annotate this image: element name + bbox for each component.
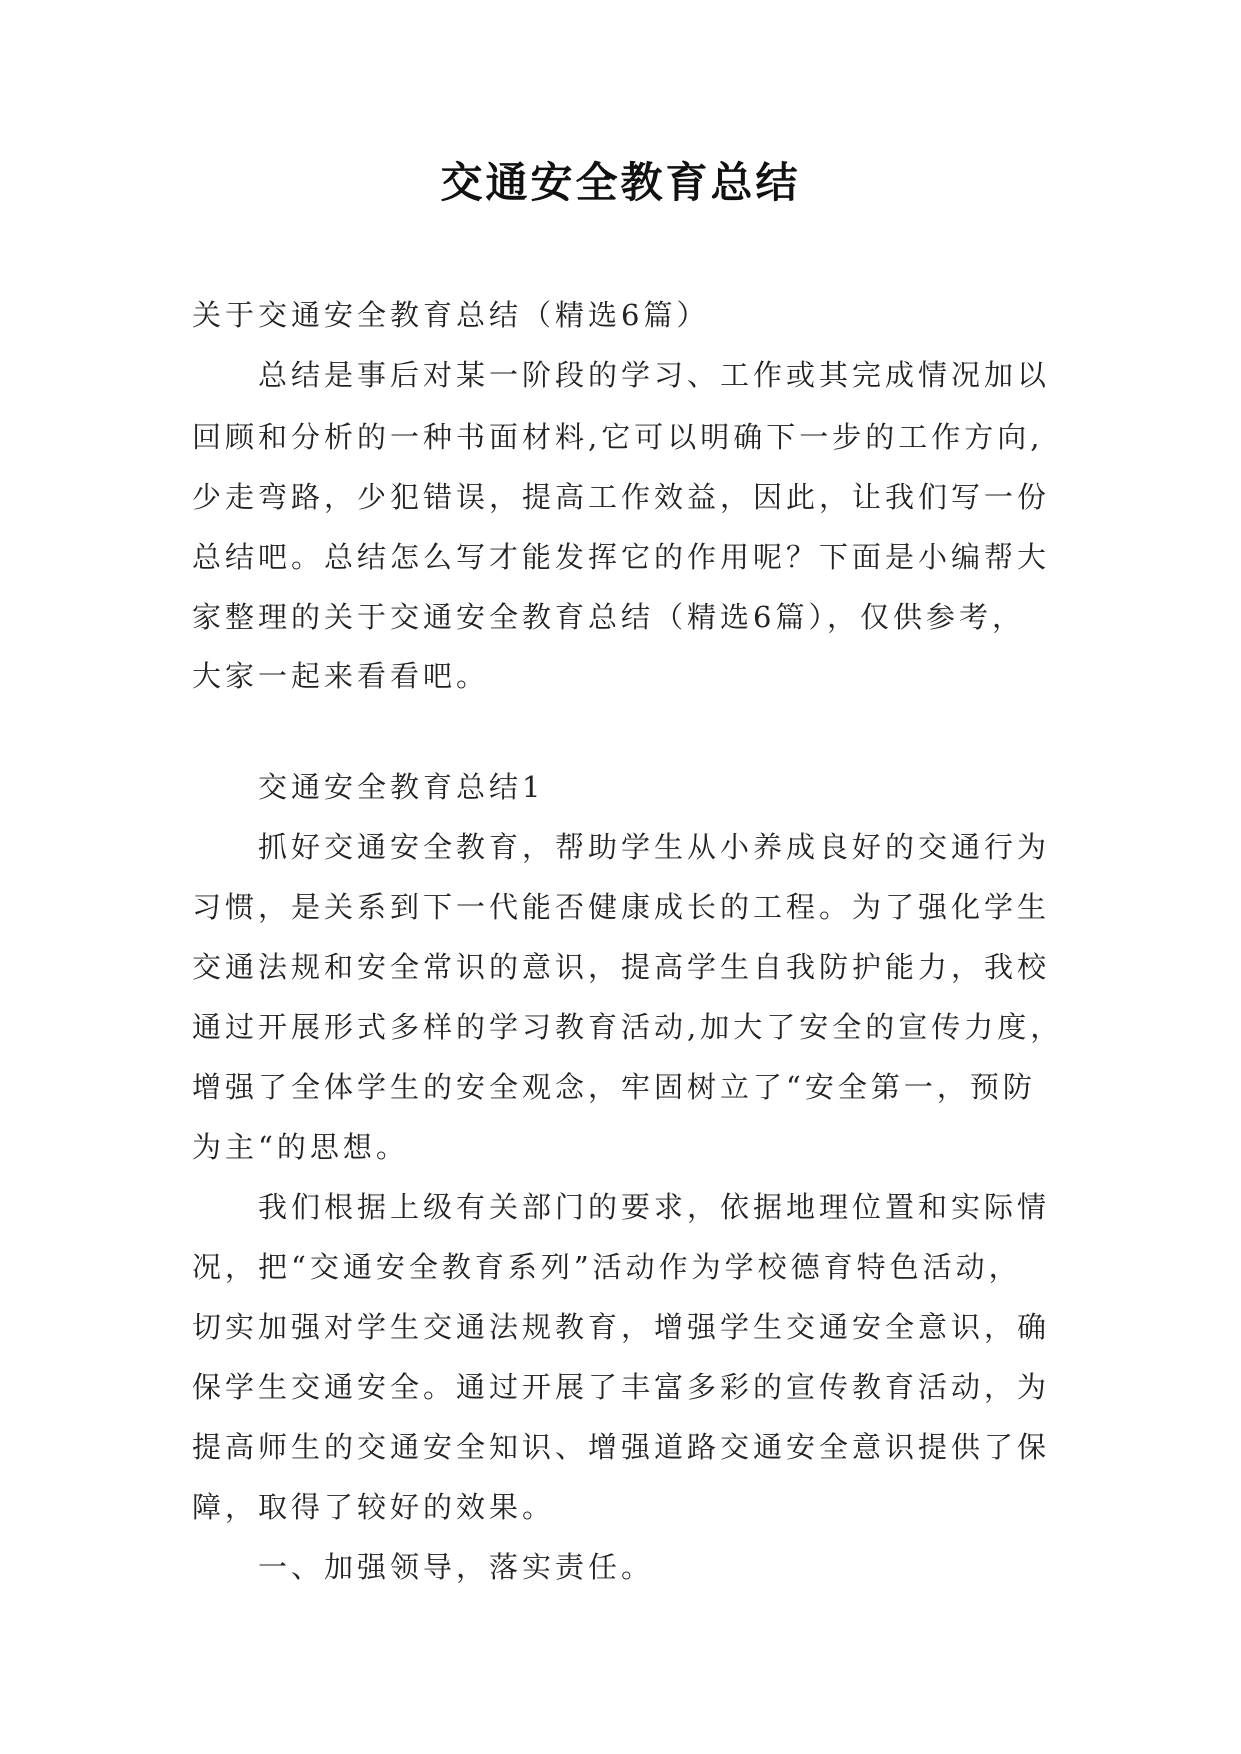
- paragraph-line: 交通法规和安全常识的意识，提高学生自我防护能力，我校: [192, 950, 1051, 984]
- paragraph-line: 况，把“交通安全教育系列”活动作为学校德育特色活动，: [192, 1250, 1022, 1284]
- paragraph-line: 家整理的关于交通安全教育总结（精选6篇），仅供参考，: [192, 600, 1025, 634]
- paragraph-line: 回顾和分析的一种书面材料,它可以明确下一步的工作方向,: [192, 420, 1044, 454]
- document-title: 交通安全教育总结: [440, 158, 801, 207]
- paragraph-line: 提高师生的交通安全知识、增强道路交通安全意识提供了保: [192, 1430, 1051, 1464]
- paragraph-line: 通过开展形式多样的学习教育活动,加大了安全的宣传力度，: [192, 1010, 1064, 1044]
- paragraph-line: 总结吧。总结怎么写才能发挥它的作用呢？下面是小编帮大: [192, 540, 1051, 574]
- paragraph-line: 切实加强对学生交通法规教育，增强学生交通安全意识，确: [192, 1310, 1051, 1344]
- paragraph-line: 为主“的思想。: [192, 1130, 409, 1164]
- paragraph-line: 增强了全体学生的安全观念，牢固树立了“安全第一，预防: [192, 1070, 1036, 1104]
- paragraph-line: 我们根据上级有关部门的要求，依据地理位置和实际情: [258, 1190, 1051, 1224]
- paragraph-line: 习惯，是关系到下一代能否健康成长的工程。为了强化学生: [192, 890, 1051, 924]
- document-subtitle: 关于交通安全教育总结（精选6篇）: [192, 298, 710, 332]
- paragraph-line: 总结是事后对某一阶段的学习、工作或其完成情况加以: [258, 358, 1051, 392]
- paragraph-line: 保学生交通安全。通过开展了丰富多彩的宣传教育活动，为: [192, 1370, 1051, 1404]
- subheading: 一、加强领导，落实责任。: [258, 1550, 655, 1584]
- paragraph-line: 少走弯路，少犯错误，提高工作效益，因此，让我们写一份: [192, 480, 1051, 514]
- paragraph-line: 大家一起来看看吧。: [192, 659, 490, 693]
- paragraph-line: 障，取得了较好的效果。: [192, 1490, 556, 1524]
- paragraph-line: 抓好交通安全教育，帮助学生从小养成良好的交通行为: [258, 830, 1051, 864]
- section-heading: 交通安全教育总结1: [258, 770, 545, 804]
